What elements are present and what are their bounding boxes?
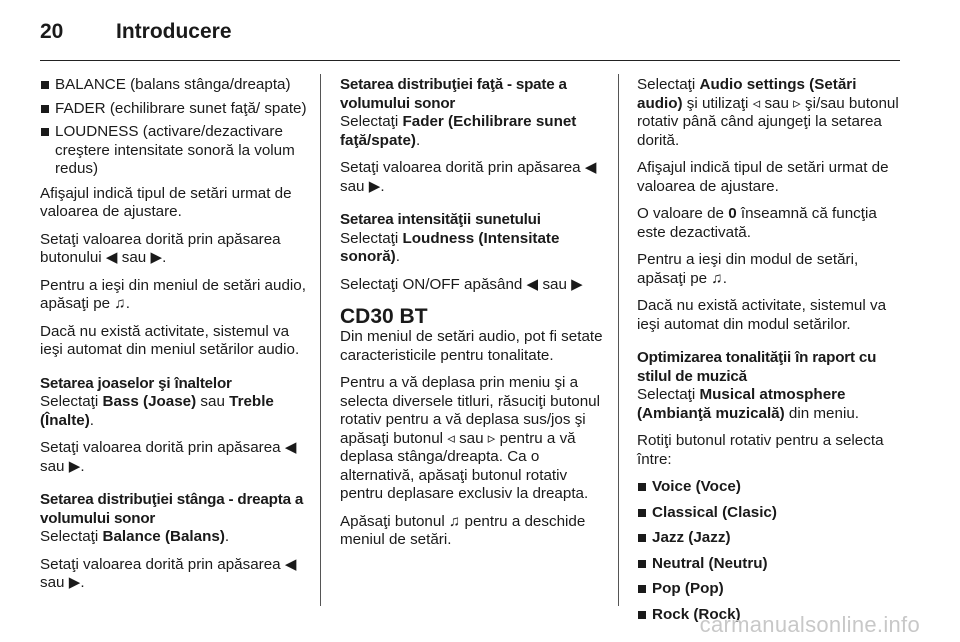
section-title: CD30 BT (340, 305, 428, 328)
bullet-square-icon (638, 483, 646, 491)
paragraph: Pentru a ieşi din meniul de setări audio, apăsaţi pe ♫. (40, 276, 306, 312)
paragraph: Selectaţi Bass (Joase) sau Treble (Înalte). (40, 393, 274, 429)
bullet-square-icon (638, 509, 646, 517)
paragraph: Pentru a ieşi din modul de setări, apăsaţi pe ♫. (637, 251, 859, 287)
bullet-square-icon (638, 611, 646, 619)
list-item: Neutral (Neutru) (637, 555, 905, 574)
column-3 (637, 76, 905, 631)
paragraph: Din meniul de setări audio, pot fi setate caracteristicile pentru tonalitate. (340, 328, 603, 364)
settings-list (40, 76, 310, 179)
paragraph: Afişajul indică tipul de setări urmat de valoarea de ajustare. (637, 159, 889, 195)
section-heading: Setarea intensităţii sunetului (340, 211, 541, 228)
paragraph: Selectaţi Musical atmosphere (Ambianţă muzicală) din meniu. (637, 386, 859, 422)
list-item: Classical (Clasic) (637, 504, 905, 523)
paragraph: Dacă nu există activitate, sistemul va ieşi automat din meniul setărilor audio. (40, 322, 300, 358)
bullet-square-icon (638, 560, 646, 568)
list-item: LOUDNESS (activare/dezactivare creştere intensitate sonoră la volum redus) (40, 123, 310, 179)
paragraph: Selectaţi ON/OFF apăsând ◀ sau ▶ (340, 275, 583, 293)
paragraph: Dacă nu există activitate, sistemul va ieşi automat din modul setărilor. (637, 297, 887, 333)
section-heading: Setarea joaselor şi înaltelor (40, 374, 232, 392)
paragraph: Setaţi valoarea dorită prin apăsarea butonului ◀ sau ▶. (40, 230, 281, 266)
column-1 (40, 76, 310, 602)
bullet-square-icon (638, 585, 646, 593)
paragraph: Selectaţi Balance (Balans). (40, 528, 230, 545)
watermark: carmanualsonline.info (699, 612, 920, 637)
column-divider (320, 74, 321, 606)
section-heading: Optimizarea tonalităţii în raport cu stilul de muzică (637, 349, 877, 385)
list-item: Voice (Voce) (637, 478, 905, 497)
bullet-square-icon (41, 81, 49, 89)
paragraph: Setaţi valoarea dorită prin apăsarea ◀ sau ▶. (340, 159, 597, 195)
list-item: Rock (Rock) (637, 606, 905, 625)
bullet-square-icon (638, 534, 646, 542)
bullet-square-icon (41, 105, 49, 113)
paragraph: O valoare de 0 înseamnă că funcţia este dezactivată. (637, 205, 877, 241)
section-heading: Setarea distribuţiei faţă - spate a volumului sonor (340, 76, 567, 112)
paragraph: Selectaţi Loudness (Intensitate sonoră). (340, 229, 560, 265)
paragraph: Pentru a vă deplasa prin meniu şi a selecta diversele titluri, răsuciţi butonul rotativ pentru a vă deplasa sus/jos şi apăsaţi butonul ◃ sau ▹ pentru a vă deplasa stânga/dreapta. Ca o alternativă, apăsaţi butonul rotativ pentru deplasare exclusiv la dreapta. (340, 374, 600, 502)
list-item: BALANCE (balans stânga/dreapta) (40, 76, 310, 95)
paragraph: Selectaţi Audio settings (Setări audio) şi utilizaţi ◃ sau ▹ şi/sau butonul rotativ până când ajungeţi la setarea dorită. (637, 76, 899, 149)
paragraph: Setaţi valoarea dorită prin apăsarea ◀ sau ▶. (40, 439, 297, 475)
column-divider (618, 74, 619, 606)
page-header (40, 14, 900, 61)
list-item: Jazz (Jazz) (637, 529, 905, 548)
list-item: FADER (echilibrare sunet faţă/ spate) (40, 100, 310, 119)
page-number: 20 (40, 20, 64, 43)
paragraph: Apăsaţi butonul ♫ pentru a deschide meniul de setări. (340, 512, 586, 548)
paragraph: Afişajul indică tipul de setări urmat de valoarea de ajustare. (40, 184, 292, 220)
chapter-title: Introducere (116, 20, 232, 43)
paragraph: Setaţi valoarea dorită prin apăsarea ◀ sau ▶. (40, 555, 297, 591)
paragraph: Selectaţi Fader (Echilibrare sunet faţă/spate). (340, 113, 577, 149)
list-item: Pop (Pop) (637, 580, 905, 599)
column-2 (340, 76, 608, 559)
section-heading: Setarea distribuţiei stânga - dreapta a volumului sonor (40, 491, 304, 527)
music-style-list (637, 478, 905, 624)
bullet-square-icon (41, 128, 49, 136)
paragraph: Rotiţi butonul rotativ pentru a selecta între: (637, 432, 884, 468)
